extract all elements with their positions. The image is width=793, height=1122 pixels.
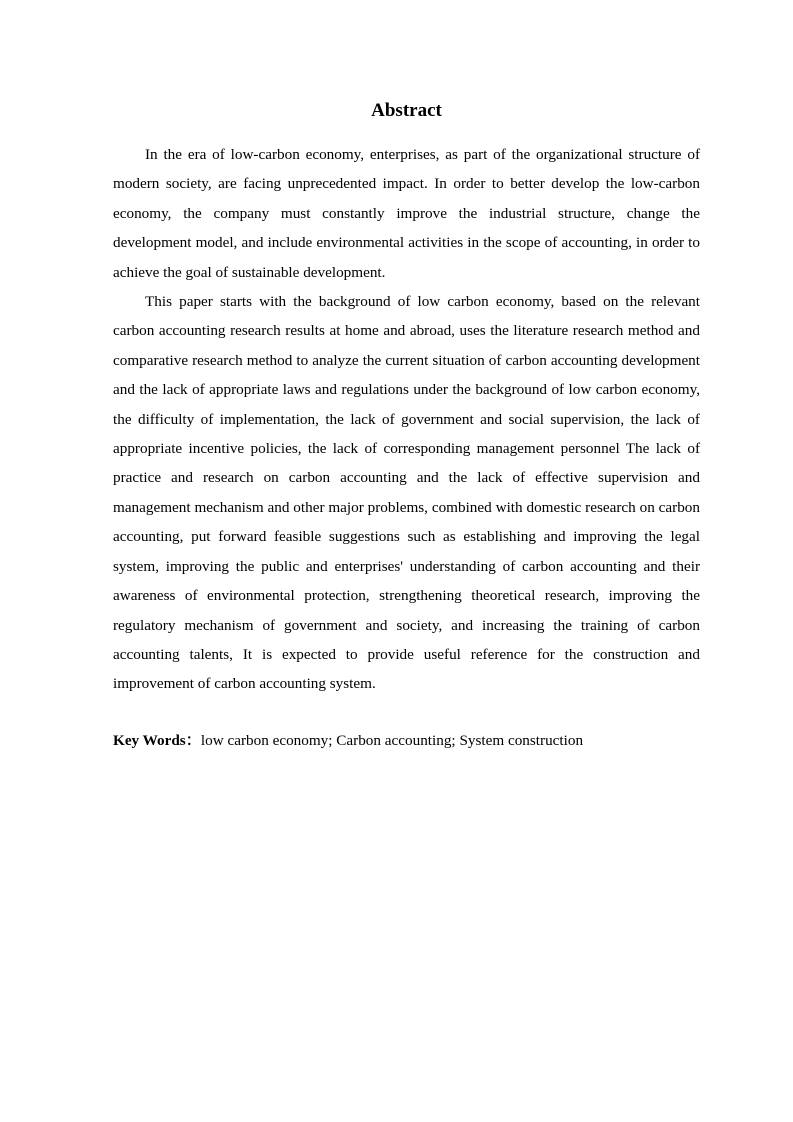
abstract-page [113,98,700,755]
keywords-line [113,726,700,755]
abstract-paragraph-1: In the era of low-carbon economy, enterprises, as part of the organizational structure of modern society, are facing unprecedented impact. In order to better develop the low-carbon economy, the company must constantly improve the industrial structure, change the development model, and include environmental activities in the scope of accounting, in order to achieve the goal of sustainable development. [113,146,700,281]
keywords-label: Key Words： [113,731,201,749]
abstract-title: Abstract [371,100,442,121]
keywords-text: low carbon economy; Carbon accounting; System construction [200,731,584,749]
abstract-paragraph-2: This paper starts with the background of low carbon economy, based on the relevant carbon accounting research results at home and abroad, uses the literature research method and comparative research method to analyze the current situation of carbon accounting development and the lack of appropriate laws and regulations under the background of low carbon economy, the difficulty of implementation, the lack of government and social supervision, the lack of appropriate incentive policies, the lack of corresponding management personnel The lack of practice and research on carbon accounting and the lack of effective supervision and management mechanism and other major problems, combined with domestic research on carbon accounting, put forward feasible suggestions such as establishing and improving the legal system, improving the public and enterprises' understanding of carbon accounting and their awareness of environmental protection, strengthening theoretical research, improving the regulatory mechanism of government and society, and increasing the training of carbon accounting talents, It is expected to provide useful reference for the construction and improvement of carbon accounting system. [113,293,700,693]
